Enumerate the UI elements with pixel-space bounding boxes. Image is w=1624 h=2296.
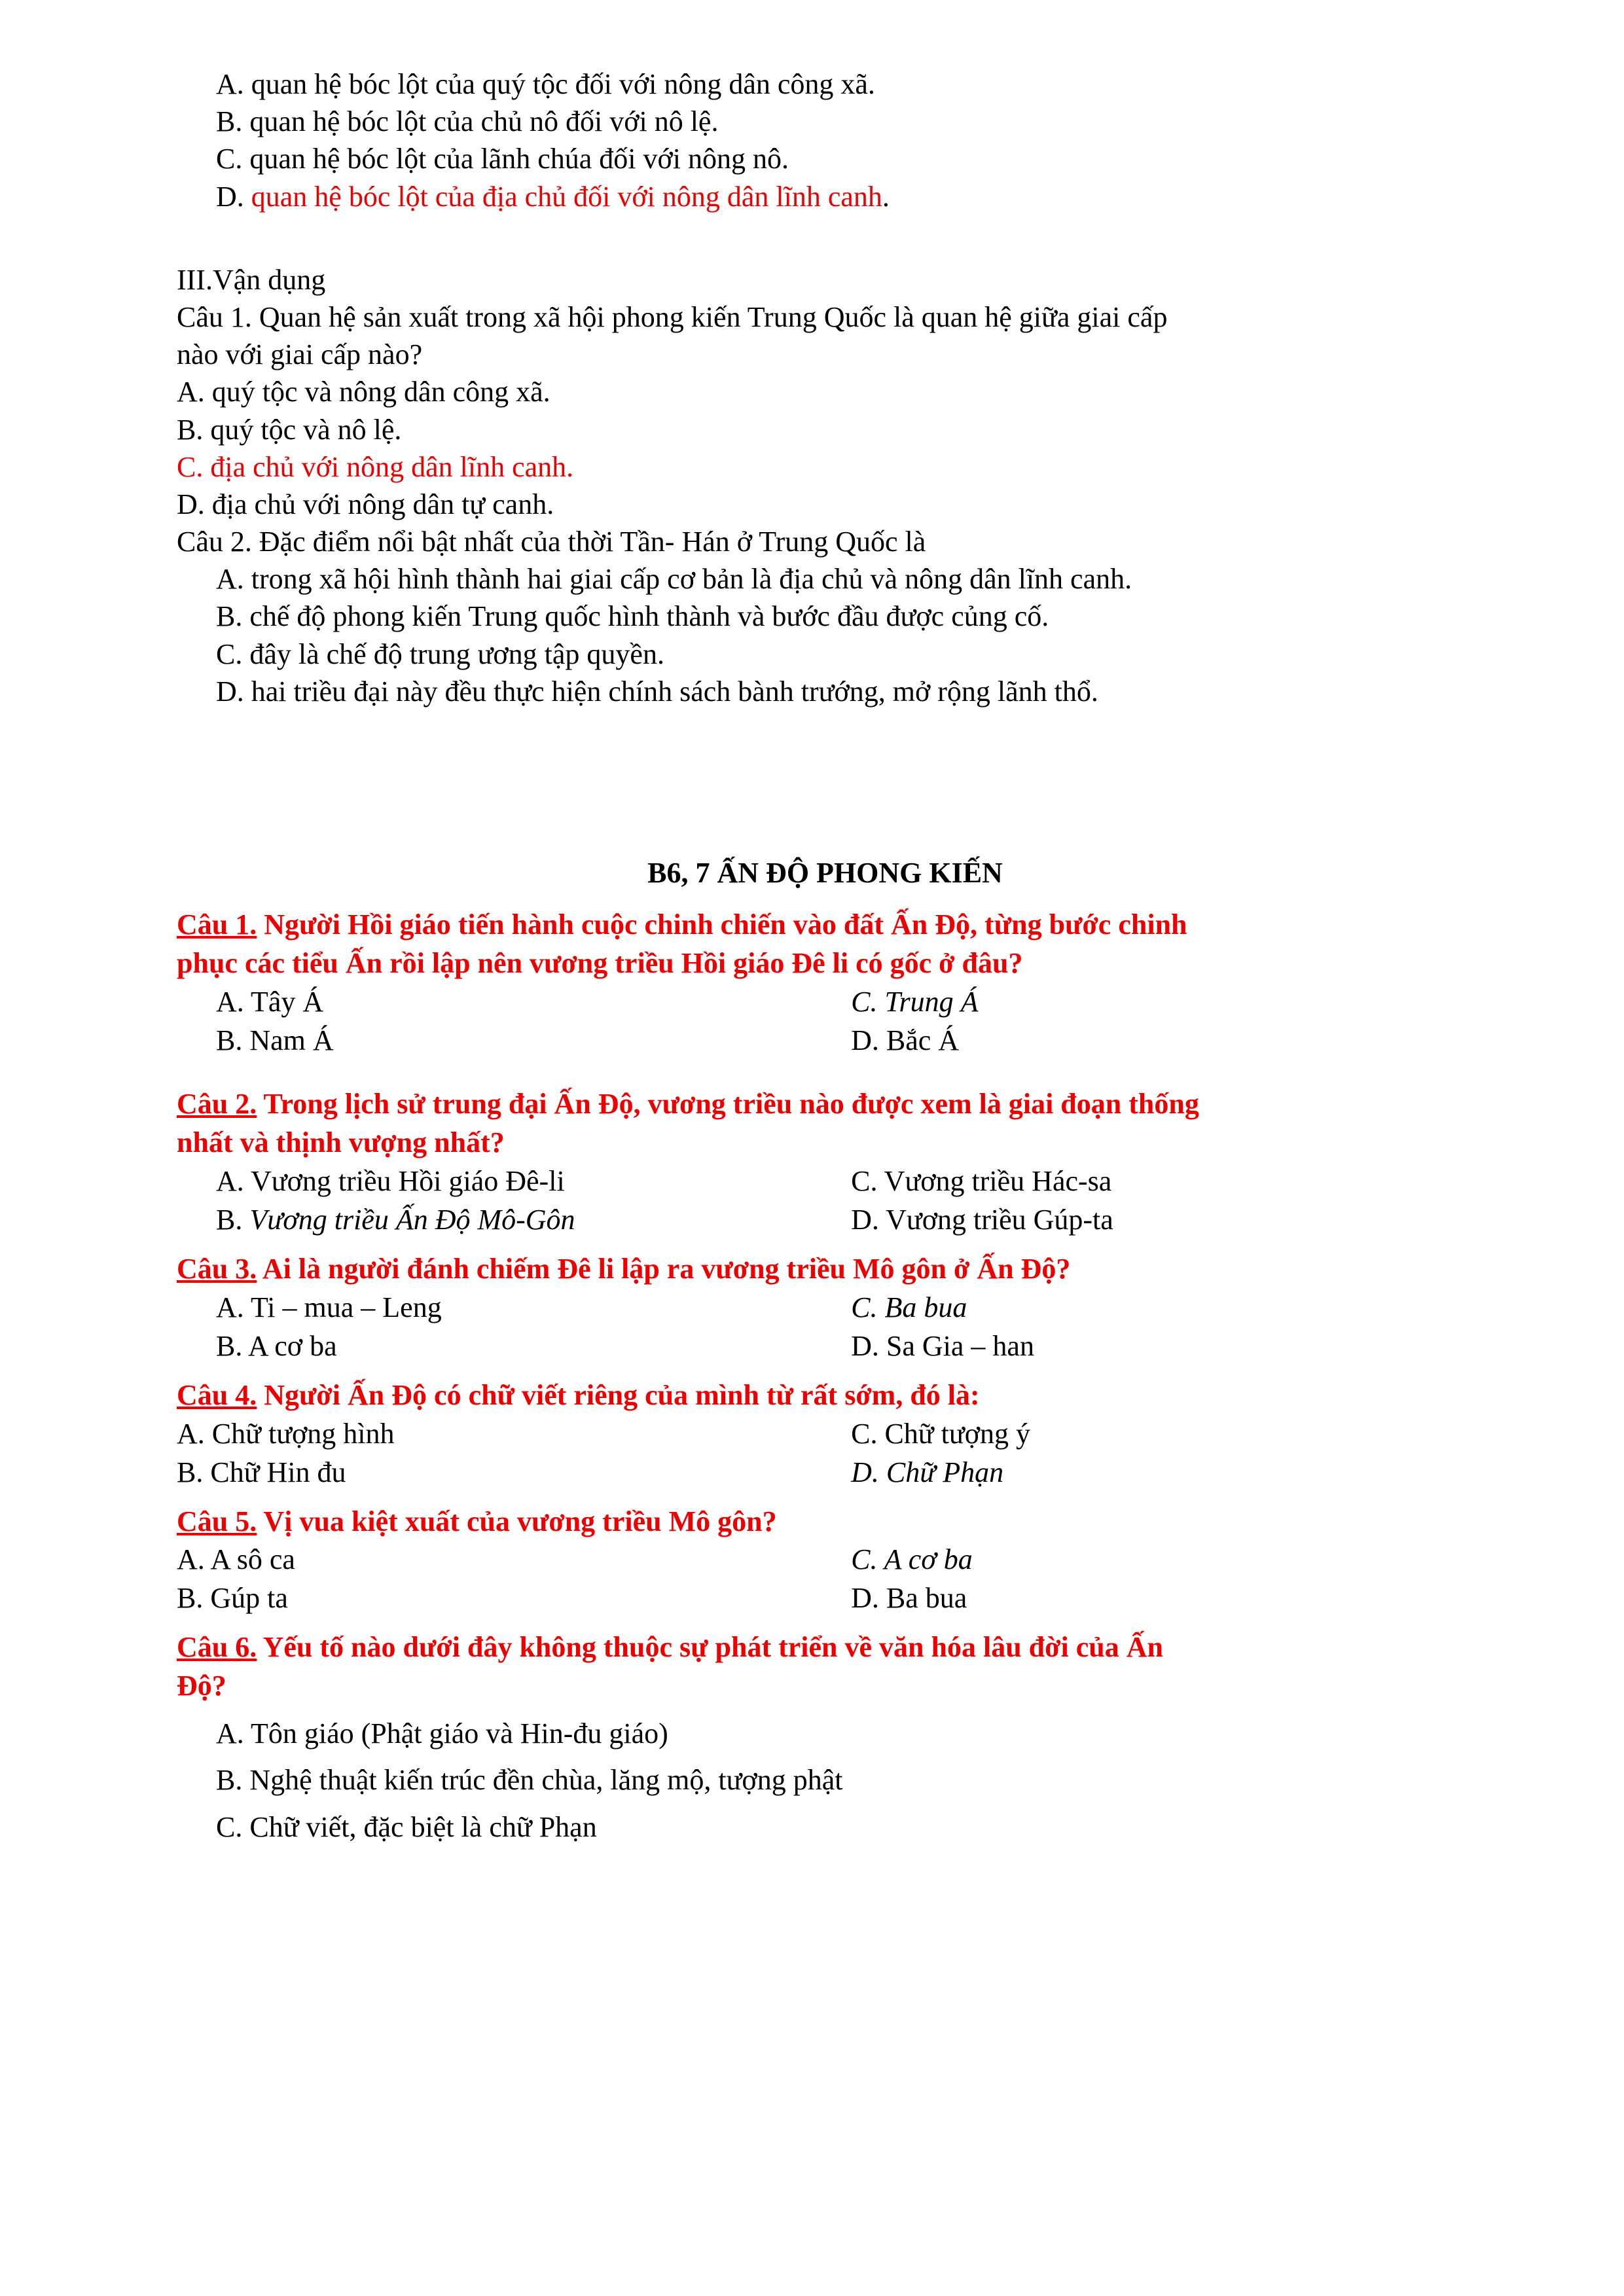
- option-d: [177, 178, 1473, 215]
- question-5-option-b: B. Gúp ta: [177, 1582, 288, 1615]
- question-3-options-row1: [177, 1289, 1473, 1327]
- question-5-option-a: A. A sô ca: [177, 1543, 295, 1576]
- question-3-number: Câu 3.: [177, 1252, 257, 1285]
- q2-option-d: D. hai triều đại này đều thực hiện chính sách bành trướng, mở rộng lãnh thổ.: [216, 675, 1098, 708]
- question-1-stem-line2: phục các tiểu Ấn rồi lập nên vương triều Hồi giáo Đê li có gốc ở đâu?: [177, 947, 1023, 980]
- question-1-option-c: C. Trung Á: [851, 986, 979, 1018]
- question-2-option-c: C. Vương triều Hác-sa: [851, 1164, 1112, 1197]
- question-4-stem: [177, 1376, 1473, 1415]
- question-3-option-c: C. Ba bua: [851, 1291, 967, 1323]
- question-5-number: Câu 5.: [177, 1505, 257, 1537]
- question-4-options-row2: [177, 1454, 1473, 1492]
- q2-option-b: B. chế độ phong kiến Trung quốc hình thành và bước đầu được củng cố.: [216, 600, 1049, 633]
- question-3-option-a: A. Ti – mua – Leng: [216, 1291, 442, 1323]
- question-1-option-a: A. Tây Á: [216, 986, 324, 1018]
- question-1-text-line1: Người Hồi giáo tiến hành cuộc chinh chiến vào đất Ấn Độ, từng bước chinh: [264, 908, 1187, 941]
- question-6: [177, 1628, 1473, 1845]
- question-2-stem: [177, 1085, 1473, 1124]
- question-2-text-line1: Trong lịch sử trung đại Ấn Độ, vương triều nào được xem là giai đoạn thống: [263, 1088, 1199, 1120]
- question-2-option-a: A. Vương triều Hồi giáo Đê-li: [216, 1164, 565, 1197]
- question-3-options-row2: [177, 1327, 1473, 1366]
- question-2-stem-line2: nhất và thịnh vượng nhất?: [177, 1126, 505, 1158]
- question-6-stem-line2: Độ?: [177, 1670, 226, 1702]
- q2-stem: Câu 2. Đặc điểm nổi bật nhất của thời Tần- Hán ở Trung Quốc là: [177, 526, 926, 558]
- question-2-number: Câu 2.: [177, 1088, 257, 1120]
- q1-stem-line2: nào với giai cấp nào?: [177, 338, 423, 371]
- question-2: [177, 1085, 1473, 1240]
- q1-option-a: A. quý tộc và nông dân công xã.: [177, 376, 550, 408]
- question-2-option-b-text: Vương triều Ấn Độ Mô-Gôn: [249, 1203, 575, 1236]
- question-1-option-b: B. Nam Á: [216, 1024, 334, 1057]
- question-5-stem: [177, 1503, 1473, 1541]
- option-b: B. quan hệ bóc lột của chủ nô đối với nô lệ.: [216, 105, 719, 138]
- section-heading: III.Vận dụng: [177, 263, 326, 296]
- section-vandung: [177, 261, 1473, 710]
- question-4-text-line1: Người Ấn Độ có chữ viết riêng của mình từ rất sớm, đó là:: [264, 1378, 980, 1411]
- question-6-option-c: C. Chữ viết, đặc biệt là chữ Phạn: [216, 1810, 597, 1843]
- question-6-option-b: B. Nghệ thuật kiến trúc đền chùa, lăng mộ, tượng phật: [216, 1764, 843, 1797]
- question-2-option-b: [177, 1201, 851, 1240]
- option-d-label: D.: [216, 180, 251, 213]
- q1-option-b: B. quý tộc và nô lệ.: [177, 413, 402, 446]
- question-5-options-row1: [177, 1541, 1473, 1579]
- question-6-option-a: A. Tôn giáo (Phật giáo và Hin-đu giáo): [216, 1717, 668, 1750]
- q1-stem-line1: Câu 1. Quan hệ sản xuất trong xã hội phong kiến Trung Quốc là quan hệ giữa giai cấp: [177, 300, 1168, 333]
- question-1-options-row1: [177, 983, 1473, 1022]
- question-4-option-a: A. Chữ tượng hình: [177, 1417, 395, 1450]
- question-5-options-row2: [177, 1579, 1473, 1618]
- question-3-stem: [177, 1250, 1473, 1289]
- question-2-options-row1: [177, 1162, 1473, 1201]
- chapter-title: B6, 7 ẤN ĐỘ PHONG KIẾN: [647, 857, 1003, 889]
- top-options-block: [177, 65, 1473, 215]
- option-d-period: .: [882, 180, 890, 213]
- q1-option-d: D. địa chủ với nông dân tự canh.: [177, 488, 554, 520]
- question-2-options-row2: [177, 1201, 1473, 1240]
- question-4-number: Câu 4.: [177, 1378, 257, 1411]
- question-5-text-line1: Vị vua kiệt xuất của vương triều Mô gôn?: [263, 1505, 777, 1537]
- question-4-options-row1: [177, 1415, 1473, 1454]
- question-3-option-b: B. A cơ ba: [216, 1329, 337, 1362]
- question-4: [177, 1376, 1473, 1492]
- question-5: [177, 1503, 1473, 1619]
- question-2-option-b-label: B.: [216, 1203, 250, 1236]
- question-2-option-d: D. Vương triều Gúp-ta: [851, 1203, 1113, 1236]
- question-6-number: Câu 6.: [177, 1631, 257, 1664]
- question-6-text-line1: Yếu tố nào dưới đây không thuộc sự phát triển về văn hóa lâu đời của Ấn: [262, 1631, 1163, 1664]
- question-1-stem: [177, 906, 1473, 944]
- question-3-option-d: D. Sa Gia – han: [851, 1329, 1034, 1362]
- question-1-number: Câu 1.: [177, 908, 257, 941]
- q2-option-a: A. trong xã hội hình thành hai giai cấp cơ bản là địa chủ và nông dân lĩnh canh.: [216, 563, 1132, 596]
- question-1-options-row2: [177, 1022, 1473, 1060]
- option-c: C. quan hệ bóc lột của lãnh chúa đối với nông nô.: [216, 143, 789, 175]
- question-5-option-d: D. Ba bua: [851, 1582, 967, 1615]
- question-3: [177, 1250, 1473, 1366]
- question-3-text-line1: Ai là người đánh chiếm Đê li lập ra vương triều Mô gôn ở Ấn Độ?: [262, 1252, 1071, 1285]
- question-4-option-c: C. Chữ tượng ý: [851, 1417, 1030, 1450]
- question-4-option-d: D. Chữ Phạn: [851, 1456, 1004, 1488]
- q1-option-c: C. địa chủ với nông dân lĩnh canh.: [177, 450, 574, 483]
- question-4-option-b: B. Chữ Hin đu: [177, 1456, 346, 1488]
- q2-option-c: C. đây là chế độ trung ương tập quyền.: [216, 637, 664, 670]
- option-a: A. quan hệ bóc lột của quý tộc đối với nông dân công xã.: [216, 68, 875, 100]
- question-1: [177, 906, 1473, 1060]
- question-5-option-c: C. A cơ ba: [851, 1543, 973, 1576]
- question-1-option-d: D. Bắc Á: [851, 1024, 960, 1057]
- option-d-answer: quan hệ bóc lột của địa chủ đối với nông dân lĩnh canh: [251, 180, 882, 213]
- question-6-stem: [177, 1628, 1473, 1667]
